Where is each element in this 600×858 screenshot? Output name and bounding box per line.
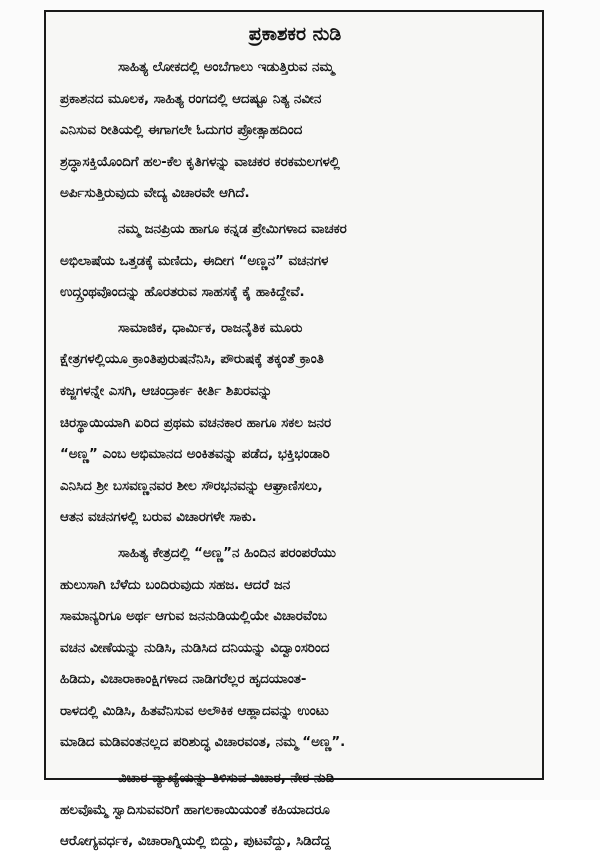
text-line: ಉದ್ಗ್ರಂಥವೊಂದನ್ನು ಹೊರತರುವ ಸಾಹಸಕ್ಕೆ ಕೈ ಹಾಕಿದ್ದೇವೆ.	[60, 285, 305, 301]
text-line: ಚಿರಸ್ಥಾಯಿಯಾಗಿ ಏರಿದ ಪ್ರಥಮ ವಚನಕಾರ ಹಾಗೂ ಸಕಲ ಜನರ	[60, 415, 332, 431]
text-line: ಸಾಮಾಜಿಕ, ಧಾರ್ಮಿಕ, ರಾಜನೈತಿಕ ಮೂರು	[118, 320, 303, 336]
text-line: ಎನಿಸಿದ ಶ್ರೀ ಬಸವಣ್ಣನವರ ಶೀಲ ಸೌರಭನವನ್ನು ಆಘ್ರಾಣಿಸಲು,	[60, 478, 323, 494]
text-line: ಪ್ರಕಾಶನದ ಮೂಲಕ, ಸಾಹಿತ್ಯ ರಂಗದಲ್ಲಿ ಆದಷ್ಟೂ ನಿತ್ಯ ನವೀನ	[60, 91, 322, 107]
page-content	[46, 12, 542, 858]
text-line: ವಚನ ವೀಣೆಯನ್ನು ನುಡಿಸಿ, ನುಡಿಸಿದ ದನಿಯನ್ನು ವಿದ್ವಾಂಸರಿಂದ	[60, 640, 330, 656]
text-line: ಮಾಡಿದ ಮಡಿವಂತನಲ್ಲದ ಪರಿಶುದ್ಧ ವಿಚಾರವಂತ, ನಮ್ಮ “ಅಣ್ಣ”.	[60, 735, 346, 751]
text-line: ಸಾಹಿತ್ಯ ಕೇತ್ರದಲ್ಲಿ “ಅಣ್ಣ”ನ ಹಿಂದಿನ ಪರಂಪರೆಯು	[118, 545, 336, 561]
text-line: ಶ್ರದ್ಧಾಸಕ್ತಿಯೊಂದಿಗೆ ಹಲ-ಕೆಲ ಕೃತಿಗಳನ್ನು ವಾಚಕರ ಕರಕಮಲಗಳಲ್ಲಿ	[60, 154, 340, 170]
text-line: ಹಿಡಿದು, ವಿಚಾರಾಕಾಂಕ್ಷಿಗಳಾದ ನಾಡಿಗರೆಲ್ಲರ ಹೃದಯಾಂತ-	[60, 672, 307, 688]
text-line: ಅಭಿಲಾಷೆಯ ಒತ್ತಡಕ್ಕೆ ಮಣಿದು, ಈದೀಗ “ಅಣ್ಣನ” ವಚನಗಳ	[60, 253, 329, 269]
text-line: ಕಜ್ಜಗಳನ್ನೇ ಎಸಗಿ, ಆಚಂದ್ರಾರ್ಕ ಕೀರ್ತಿ ಶಿಖರವನ್ನು	[60, 383, 273, 399]
text-line: ಆರೋಗ್ಯವರ್ಧಕ, ವಿಚಾರಾಗ್ನಿಯಲ್ಲಿ ಬಿದ್ದು, ಪುಟವೆದ್ದು, ಸಿಡಿದೆದ್ದ	[60, 834, 331, 850]
text-line: ನಮ್ಮ ಜನಪ್ರಿಯ ಹಾಗೂ ಕನ್ನಡ ಪ್ರೇಮಿಗಳಾದ ವಾಚಕರ	[118, 221, 347, 237]
text-line: ವಿಚಾರ ವ್ಯಾಖ್ಯೆಯನ್ನು ತಿಳಿಸುವ ವಿಚಾರ, ನೇರ ನುಡಿ	[118, 771, 335, 787]
paragraph-2	[60, 214, 530, 309]
text-line: ಹಲವೊಮ್ಮೆ ಸ್ವಾದಿಸುವವರಿಗೆ ಹಾಗಲಕಾಯಿಯಂತೆ ಕಹಿಯಾದರೂ	[60, 802, 330, 818]
text-frame	[44, 10, 544, 850]
text-line: ರಾಳದಲ್ಲಿ ಮಿಡಿಸಿ, ಹಿತವೆನಿಸುವ ಅಲೌಕಿಕ ಆಹ್ಲಾದವನ್ನು ಉಂಟು	[60, 703, 329, 719]
paragraph-1	[60, 52, 530, 210]
paragraph-4	[60, 538, 530, 759]
text-line: ಆತನ ವಚನಗಳಲ್ಲಿ ಬರುವ ವಿಚಾರಗಳೇ ಸಾಕು.	[60, 510, 257, 526]
text-line: ಅರ್ಪಿಸುತ್ತಿರುವುದು ವೇದ್ಯ ವಿಚಾರವೇ ಆಗಿದೆ.	[60, 186, 250, 202]
text-line: ಸಾಮಾನ್ಯರಿಗೂ ಅರ್ಥ ಆಗುವ ಜನನುಡಿಯಲ್ಲಿಯೇ ವಿಚಾರವೆಂಬ	[60, 609, 327, 625]
paragraph-3	[60, 313, 530, 534]
text-line: “ಅಣ್ಣ” ಎಂಬ ಅಭಿಮಾನದ ಅಂಕಿತವನ್ನು ಪಡೆದ, ಭಕ್ತಿಭಂಡಾರಿ	[60, 447, 330, 463]
text-line: ಹುಲುಸಾಗಿ ಬೆಳೆದು ಬಂದಿರುವುದು ಸಹಜ. ಆದರೆ ಜನ	[60, 577, 291, 593]
text-line: ಸಾಹಿತ್ಯ ಲೋಕದಲ್ಲಿ ಅಂಬೆಗಾಲು ಇಡುತ್ತಿರುವ ನಮ್ಮ	[118, 60, 335, 75]
page-title: ಪ್ರಕಾಶಕರ ನುಡಿ	[248, 23, 342, 45]
text-line: ಕ್ಷೇತ್ರಗಳಲ್ಲಿಯೂ ಕ್ರಾಂತಿಪುರುಷನೆನಿಸಿ, ಪೌರುಷಕ್ಕೆ ತಕ್ಕಂತೆ ಕ್ರಾಂತಿ	[60, 352, 324, 368]
text-line: ಎನಿಸುವ ರೀತಿಯಲ್ಲಿ ಈಗಾಗಲೇ ಓದುಗರ ಪ್ರೋತ್ಸಾಹದಿಂದ	[60, 123, 303, 139]
paragraph-5	[60, 763, 530, 858]
